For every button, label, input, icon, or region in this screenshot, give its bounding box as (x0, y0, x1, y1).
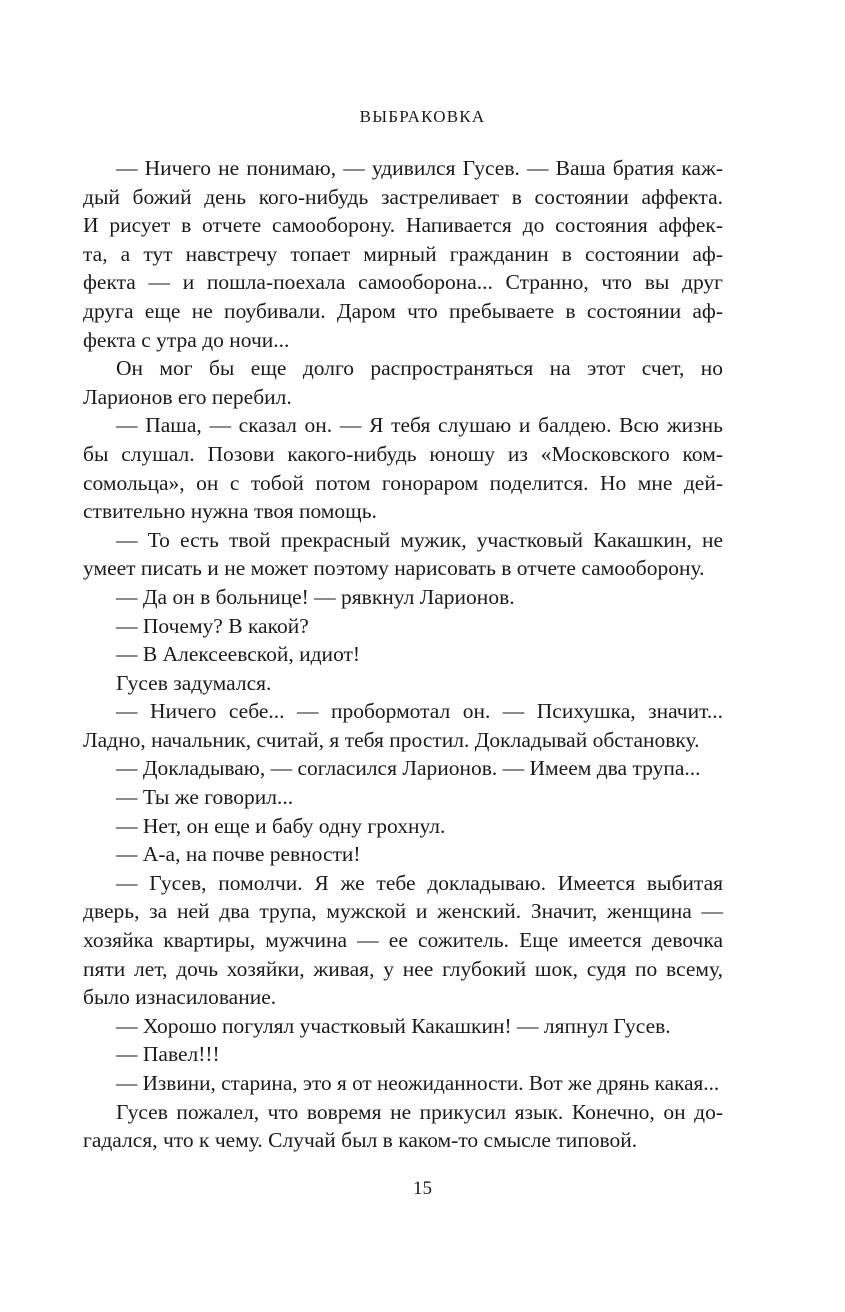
text-line: — Да он в больнице! — рявкнул Ларионов. (116, 584, 515, 609)
running-title: ВЫБРАКОВКА (359, 107, 486, 126)
text-line: ствительно нужна твоя помощь. (83, 499, 377, 524)
text-line: И рисует в отчете самооборону. Напивается до состояния аффек- (83, 213, 723, 238)
text-line: дый божий день кого-нибудь застреливает в состоянии аффекта. (83, 184, 723, 209)
text-line: — Ничего себе... — пробормотал он. — Психушка, значит... (116, 699, 723, 724)
text-line: — Почему? В какой? (116, 613, 309, 638)
text-line: Ладно, начальник, считай, я тебя простил. Докладывай обстановку. (83, 727, 700, 752)
text-line: было изнасилование. (83, 985, 277, 1010)
text-line: хозяйка квартиры, мужчина — ее сожитель. Еще имеется девочка (83, 928, 723, 953)
text-line: — Павел!!! (116, 1042, 220, 1067)
text-line: бы слушал. Позови какого-нибудь юношу из «Московского ком- (83, 441, 723, 466)
text-line: умеет писать и не может поэтому нарисовать в отчете самооборону. (83, 556, 705, 581)
text-line: — А-а, на почве ревности! (116, 842, 361, 867)
text-line: фекта — и пошла-поехала самооборона... Странно, что вы друг (83, 270, 723, 295)
text-line: фекта с утра до ночи... (83, 327, 290, 352)
text-line: Он мог бы еще долго распространяться на этот счет, но (116, 356, 723, 381)
text-line: сомольца», он с тобой потом гонораром поделится. Но мне дей- (83, 470, 723, 495)
text-line: — Нет, он еще и бабу одну грохнул. (116, 813, 446, 838)
text-line: дверь, за ней два трупа, мужской и женский. Значит, женщина — (83, 899, 723, 924)
page-number: 15 (413, 1178, 432, 1199)
text-line: гадался, что к чему. Случай был в каком-то смысле типовой. (83, 1128, 638, 1153)
text-line: Гусев пожалел, что вовремя не прикусил язык. Конечно, он до- (116, 1099, 723, 1124)
text-line: — Извини, старина, это я от неожиданности. Вот же дрянь какая... (116, 1071, 720, 1095)
text-line: — Ты же говорил... (116, 785, 294, 810)
text-line: друга еще не поубивали. Даром что пребываете в состоянии аф- (83, 298, 723, 323)
text-line: — В Алексеевской, идиот! (116, 642, 361, 667)
text-line: — Хорошо погулял участковый Какашкин! — ляпнул Гусев. (116, 1013, 671, 1038)
text-line: — То есть твой прекрасный мужик, участковый Какашкин, не (116, 527, 723, 552)
text-line: та, а тут навстречу топает мирный гражданин в состоянии аф- (83, 241, 723, 266)
text-line: Гусев задумался. (116, 670, 272, 695)
text-line: — Гусев, помолчи. Я же тебе докладываю. Имеется выбитая (116, 870, 723, 895)
text-line: — Докладываю, — согласился Ларионов. — Имеем два трупа... (116, 756, 701, 781)
text-line: Ларионов его перебил. (83, 384, 292, 409)
text-line: — Ничего не понимаю, — удивился Гусев. — Ваша братия каж- (116, 156, 723, 180)
text-line: пяти лет, дочь хозяйки, живая, у нее глубокий шок, судя по всему, (83, 956, 723, 981)
body-text (83, 154, 723, 1155)
text-line: — Паша, — сказал он. — Я тебя слушаю и балдею. Всю жизнь (116, 413, 723, 438)
